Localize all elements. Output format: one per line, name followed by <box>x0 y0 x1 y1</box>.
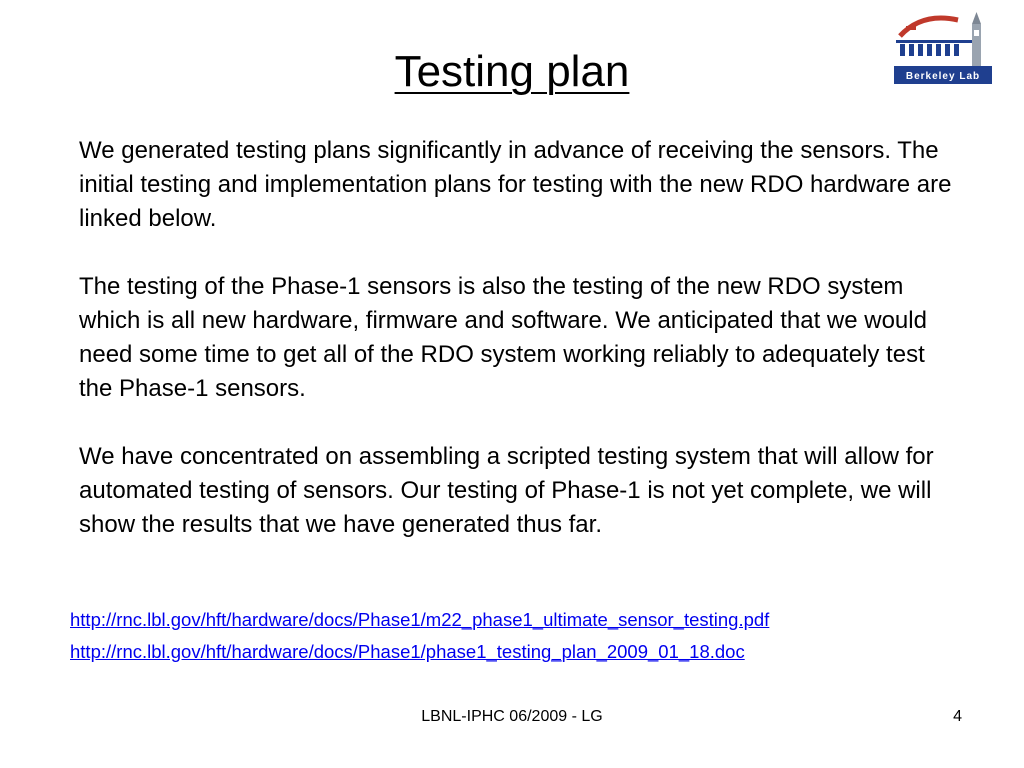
body-paragraph: We generated testing plans significantly in advance of receiving the sensors. The initial testing and implementation plans for testing with the new RDO hardware are linked below. <box>79 137 952 232</box>
logo-text: Berkeley Lab <box>905 71 981 82</box>
document-links <box>70 604 970 668</box>
slide-title-text: Testing plan <box>394 47 630 96</box>
slide-body <box>79 134 959 576</box>
page-number: 4 <box>953 708 962 725</box>
footer-text: LBNL-IPHC 06/2009 - LG <box>421 708 603 725</box>
berkeley-lab-logo-icon <box>892 6 994 88</box>
sensor-testing-pdf-link[interactable]: http://rnc.lbl.gov/hft/hardware/docs/Phase1/m22_phase1_ultimate_sensor_testing.pdf <box>70 609 770 630</box>
slide-title <box>0 44 1024 100</box>
testing-plan-doc-link[interactable]: http://rnc.lbl.gov/hft/hardware/docs/Phase1/phase1_testing_plan_2009_01_18.doc <box>70 641 745 662</box>
body-paragraph: The testing of the Phase-1 sensors is also the testing of the new RDO system which is all new hardware, firmware and software. We anticipated that we would need some time to get all of the RDO system working reliably to adequately test the Phase-1 sensors. <box>79 273 927 402</box>
body-paragraph: We have concentrated on assembling a scripted testing system that will allow for automated testing of sensors. Our testing of Phase-1 is not yet complete, we will show the results that we have generated thus far. <box>79 443 934 538</box>
